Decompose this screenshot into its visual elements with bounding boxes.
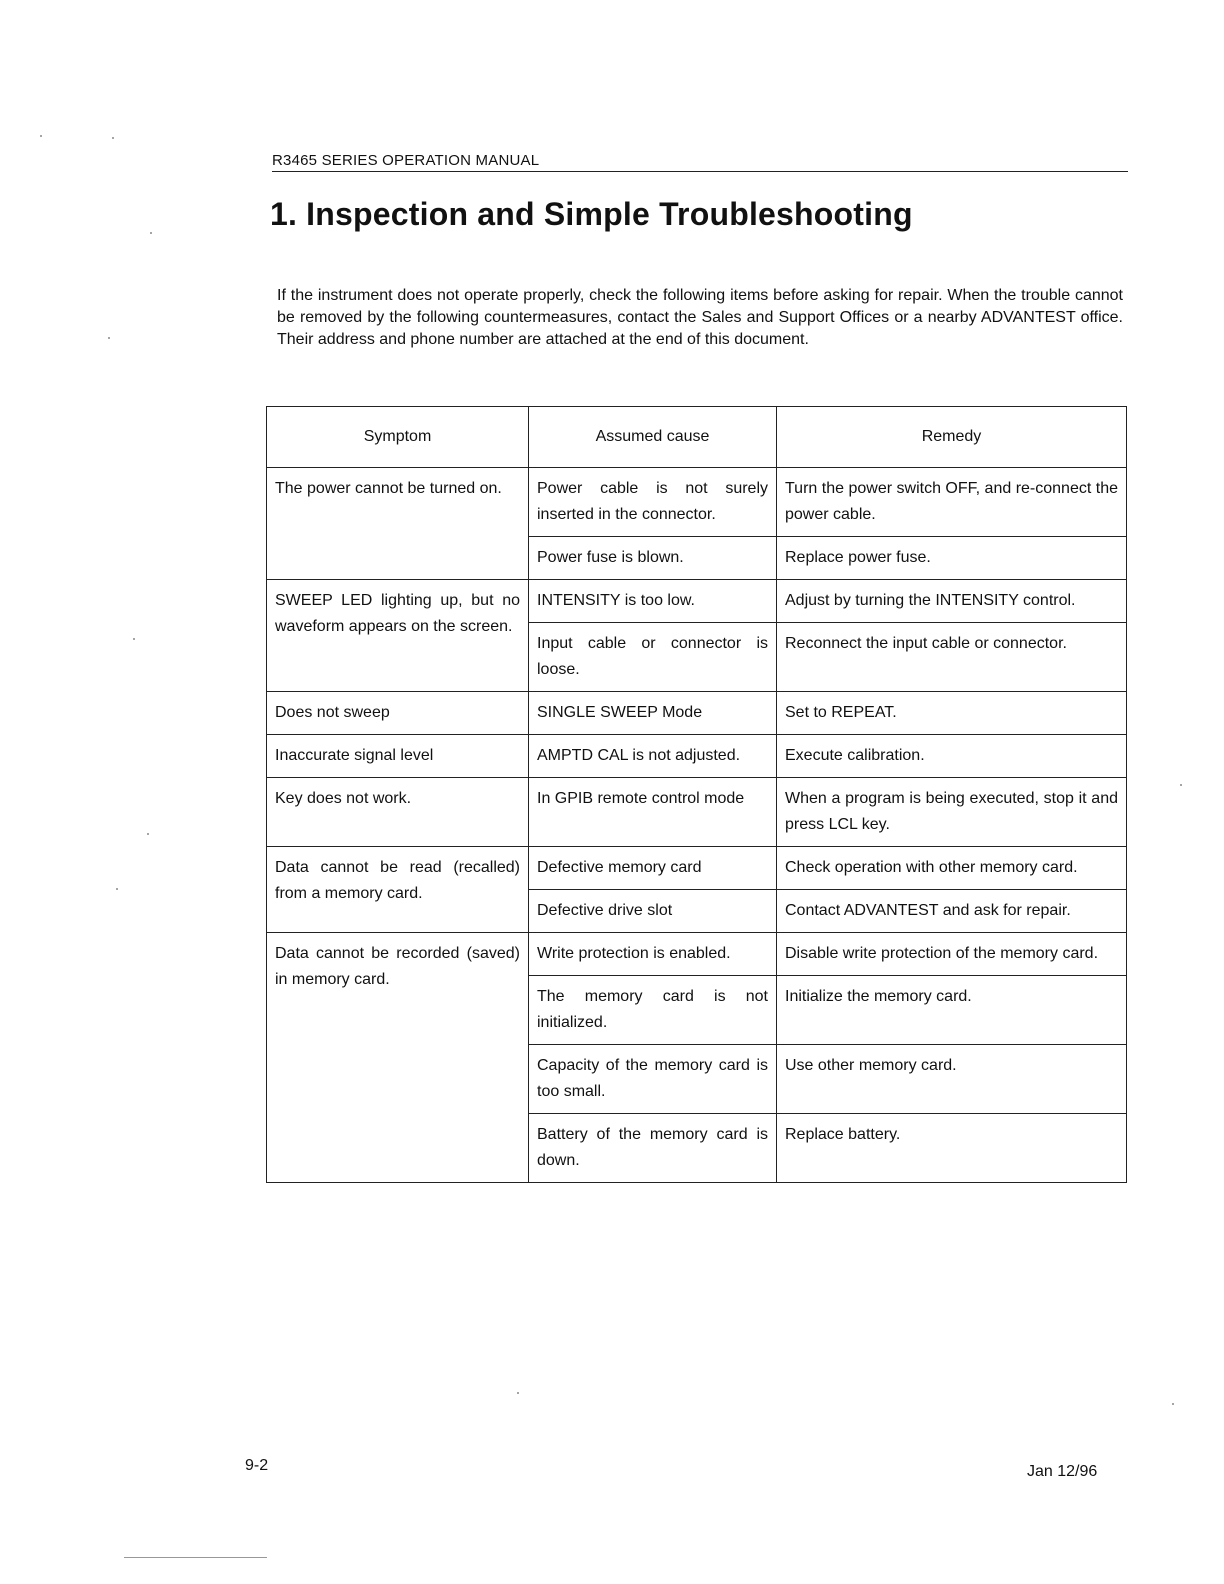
symptom-cell: Key does not work. (267, 778, 529, 847)
symptom-cell: Does not sweep (267, 692, 529, 735)
cause-cell: Power cable is not surely inserted in the connector. (529, 468, 777, 537)
table-row (267, 735, 1127, 778)
symptom-cell: Data cannot be recorded (saved) in memory card. (267, 933, 529, 1183)
remedy-cell: Set to REPEAT. (777, 692, 1127, 735)
remedy-cell: Reconnect the input cable or connector. (777, 623, 1127, 692)
scan-artifact-line (124, 1557, 267, 1558)
symptom-cell: Inaccurate signal level (267, 735, 529, 778)
table-row (267, 778, 1127, 847)
cause-cell: AMPTD CAL is not adjusted. (529, 735, 777, 778)
scan-speck (517, 1392, 519, 1394)
remedy-cell: When a program is being executed, stop it and press LCL key. (777, 778, 1127, 847)
scan-speck (1180, 784, 1182, 786)
table-row (267, 933, 1127, 976)
remedy-cell: Use other memory card. (777, 1045, 1127, 1114)
cause-cell: The memory card is not initialized. (529, 976, 777, 1045)
scan-speck (133, 638, 135, 640)
cause-cell: Power fuse is blown. (529, 537, 777, 580)
remedy-cell: Turn the power switch OFF, and re-connect the power cable. (777, 468, 1127, 537)
remedy-cell: Initialize the memory card. (777, 976, 1127, 1045)
remedy-cell: Disable write protection of the memory card. (777, 933, 1127, 976)
cause-cell: Capacity of the memory card is too small. (529, 1045, 777, 1114)
header-assumed-cause: Assumed cause (529, 407, 777, 468)
page-number: 9-2 (245, 1457, 269, 1474)
scan-speck (112, 137, 114, 139)
remedy-cell: Adjust by turning the INTENSITY control. (777, 580, 1127, 623)
header-symptom: Symptom (267, 407, 529, 468)
cause-cell: Battery of the memory card is down. (529, 1114, 777, 1183)
scan-speck (150, 232, 152, 234)
intro-paragraph: If the instrument does not operate properly, check the following items before asking for repair. When the trouble cannot be removed by the following countermeasures, contact the Sales and Support Offices or a nearby ADVANTEST office. Their address and phone number are attached at the end of this document. (277, 287, 1123, 348)
running-header: R3465 SERIES OPERATION MANUAL (272, 152, 1128, 172)
page-title: 1. Inspection and Simple Troubleshooting (270, 196, 913, 232)
cause-cell: Defective memory card (529, 847, 777, 890)
symptom-cell: Data cannot be read (recalled) from a memory card. (267, 847, 529, 933)
scan-speck (108, 337, 110, 339)
remedy-cell: Replace power fuse. (777, 537, 1127, 580)
cause-cell: Write protection is enabled. (529, 933, 777, 976)
cause-cell: Defective drive slot (529, 890, 777, 933)
scan-speck (1172, 1403, 1174, 1405)
scan-speck (116, 888, 118, 890)
cause-cell: Input cable or connector is loose. (529, 623, 777, 692)
cause-cell: SINGLE SWEEP Mode (529, 692, 777, 735)
table-row (267, 847, 1127, 890)
table-header-row (267, 407, 1127, 468)
table-row (267, 692, 1127, 735)
table-row (267, 580, 1127, 623)
revision-date: Jan 12/96 (1027, 1463, 1098, 1480)
symptom-cell: The power cannot be turned on. (267, 468, 529, 580)
scan-speck (40, 135, 42, 137)
table-row (267, 468, 1127, 537)
cause-cell: INTENSITY is too low. (529, 580, 777, 623)
header-remedy: Remedy (777, 407, 1127, 468)
remedy-cell: Execute calibration. (777, 735, 1127, 778)
symptom-cell: SWEEP LED lighting up, but no waveform appears on the screen. (267, 580, 529, 692)
scan-speck (147, 833, 149, 835)
cause-cell: In GPIB remote control mode (529, 778, 777, 847)
remedy-cell: Check operation with other memory card. (777, 847, 1127, 890)
remedy-cell: Replace battery. (777, 1114, 1127, 1183)
remedy-cell: Contact ADVANTEST and ask for repair. (777, 890, 1127, 933)
troubleshooting-table (266, 406, 1127, 1183)
